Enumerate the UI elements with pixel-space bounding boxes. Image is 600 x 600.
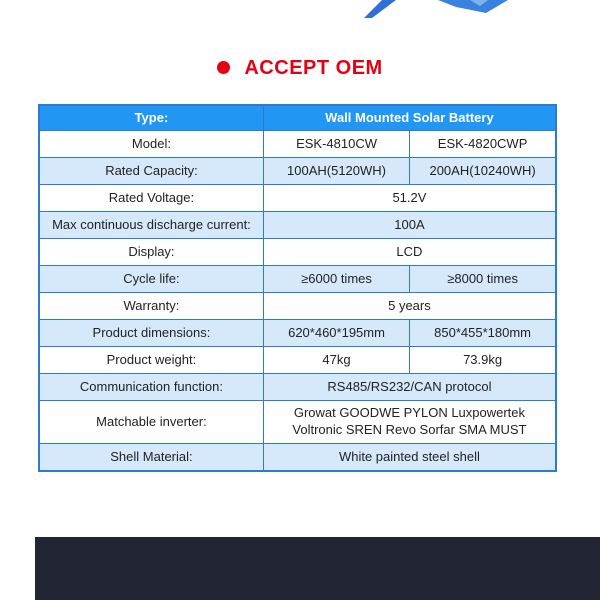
row-value: 47kg — [263, 347, 409, 374]
table-row — [39, 266, 556, 293]
red-bullet-icon — [217, 61, 230, 74]
table-row — [39, 293, 556, 320]
row-value: 200AH(10240WH) — [410, 158, 556, 185]
row-label: Communication function: — [39, 374, 263, 401]
row-value: LCD — [263, 239, 556, 266]
table-row — [39, 320, 556, 347]
table-header-row — [39, 105, 556, 131]
accept-oem-heading — [0, 57, 600, 80]
row-value: 73.9kg — [410, 347, 556, 374]
row-value: ≥8000 times — [410, 266, 556, 293]
table-row — [39, 158, 556, 185]
row-label: Matchable inverter: — [39, 401, 263, 444]
header-cell-type: Type: — [39, 105, 263, 131]
row-value: RS485/RS232/CAN protocol — [263, 374, 556, 401]
row-value: 100A — [263, 212, 556, 239]
table-row — [39, 185, 556, 212]
blue-ribbon-icon — [360, 0, 520, 22]
header-cell-title: Wall Mounted Solar Battery — [263, 105, 556, 131]
table-row — [39, 212, 556, 239]
row-label: Product dimensions: — [39, 320, 263, 347]
table-row — [39, 444, 556, 472]
row-label: Model: — [39, 131, 263, 158]
row-label: Cycle life: — [39, 266, 263, 293]
row-value: ESK-4810CW — [263, 131, 409, 158]
row-label: Display: — [39, 239, 263, 266]
row-label: Shell Material: — [39, 444, 263, 472]
row-value: ESK-4820CWP — [410, 131, 556, 158]
table-row — [39, 239, 556, 266]
row-label: Warranty: — [39, 293, 263, 320]
table-row — [39, 347, 556, 374]
row-value: 100AH(5120WH) — [263, 158, 409, 185]
row-label: Rated Capacity: — [39, 158, 263, 185]
row-label: Max continuous discharge current: — [39, 212, 263, 239]
row-value: Growat GOODWE PYLON Luxpowertek Voltronic SREN Revo Sorfar SMA MUST — [263, 401, 556, 444]
bottom-bar — [35, 537, 600, 600]
row-value: 5 years — [263, 293, 556, 320]
row-value: White painted steel shell — [263, 444, 556, 472]
row-label: Product weight: — [39, 347, 263, 374]
table-row — [39, 401, 556, 444]
row-value: 850*455*180mm — [410, 320, 556, 347]
accept-oem-label: ACCEPT OEM — [244, 57, 383, 80]
row-value: 51.2V — [263, 185, 556, 212]
row-label: Rated Voltage: — [39, 185, 263, 212]
decorative-graphic — [360, 0, 520, 22]
spec-table — [38, 104, 557, 472]
row-value: ≥6000 times — [263, 266, 409, 293]
table-row — [39, 131, 556, 158]
table-row — [39, 374, 556, 401]
row-value: 620*460*195mm — [263, 320, 409, 347]
